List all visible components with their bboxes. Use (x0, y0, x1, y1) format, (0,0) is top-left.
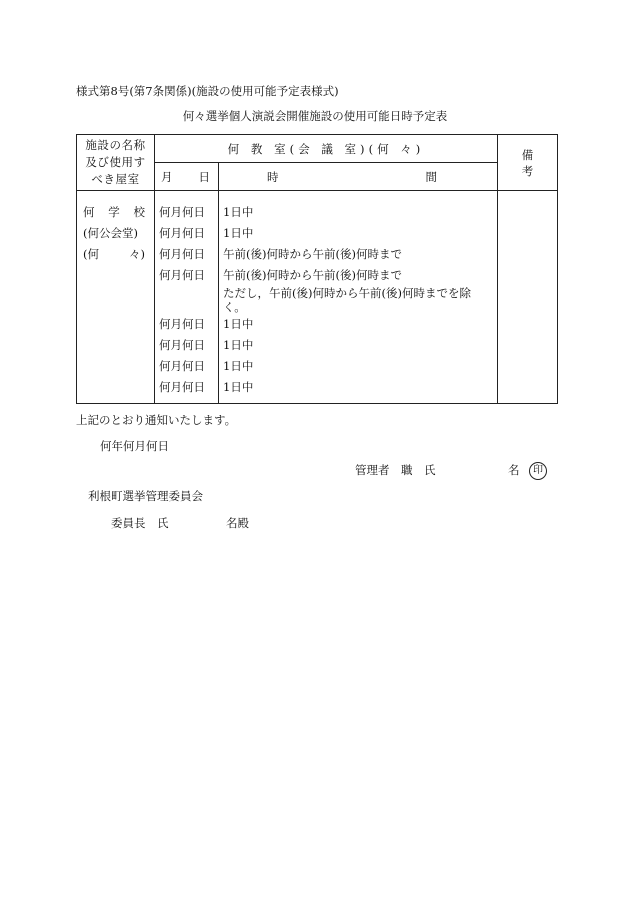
time-entry: 午前(後)何時から午前(後)何時まで (223, 247, 402, 261)
time-entry-note: く。 (223, 300, 246, 314)
time-entry-note: ただし，午前(後)何時から午前(後)何時までを除 (223, 286, 471, 300)
notice-text: 上記のとおり通知いたします。 (76, 413, 237, 427)
remarks-cell (498, 191, 558, 404)
header-remarks: 備考 (498, 135, 558, 191)
date-entry: 何月何日 (159, 338, 205, 352)
date-entry: 何月何日 (159, 268, 205, 282)
manager-name-char: 名 (508, 463, 520, 477)
facility-line: (何 々) (83, 247, 145, 261)
schedule-table (76, 134, 558, 404)
time-entry: 1日中 (223, 205, 254, 219)
header-facility-line: べき屋室 (91, 172, 140, 186)
header-time-b: 間 (425, 169, 437, 184)
date-entry: 何月何日 (159, 247, 205, 261)
facility-line: 何 学 校 (83, 205, 145, 219)
time-entry: 1日中 (223, 226, 254, 240)
form-label: 様式第8号(第7条関係)(施設の使用可能予定表様式) (76, 84, 339, 98)
date-entry: 何月何日 (159, 380, 205, 394)
time-entry: 1日中 (223, 338, 254, 352)
date-line: 何年何月何日 (100, 439, 169, 453)
manager-line: 管理者 職 氏 (355, 463, 436, 477)
chair-addressee: 委員長 氏 名殿 (111, 516, 249, 530)
header-month: 月 (161, 169, 173, 184)
header-facility (77, 135, 155, 191)
facility-cell (77, 191, 155, 404)
header-date (155, 163, 219, 191)
header-facility-line: 施設の名称 (85, 138, 146, 152)
facility-line: (何公会堂) (83, 226, 138, 240)
header-time-a: 時 (267, 169, 279, 184)
time-entry: 1日中 (223, 317, 254, 331)
time-cell (219, 191, 498, 404)
date-entry: 何月何日 (159, 205, 205, 219)
header-day: 日 (198, 169, 210, 184)
seal-mark: 印 (529, 462, 547, 480)
header-room: 何 教 室(会 議 室)(何 々) (155, 135, 498, 163)
time-entry: 1日中 (223, 359, 254, 373)
date-entry: 何月何日 (159, 317, 205, 331)
committee-name: 利根町選挙管理委員会 (88, 489, 203, 503)
time-entry: 午前(後)何時から午前(後)何時まで (223, 268, 402, 282)
date-entry: 何月何日 (159, 359, 205, 373)
header-facility-line: 及び使用す (85, 155, 146, 169)
time-entry: 1日中 (223, 380, 254, 394)
date-cell (155, 191, 219, 404)
header-time (219, 163, 498, 191)
document-title: 何々選挙個人演説会開催施設の使用可能日時予定表 (182, 109, 448, 123)
date-entry: 何月何日 (159, 226, 205, 240)
